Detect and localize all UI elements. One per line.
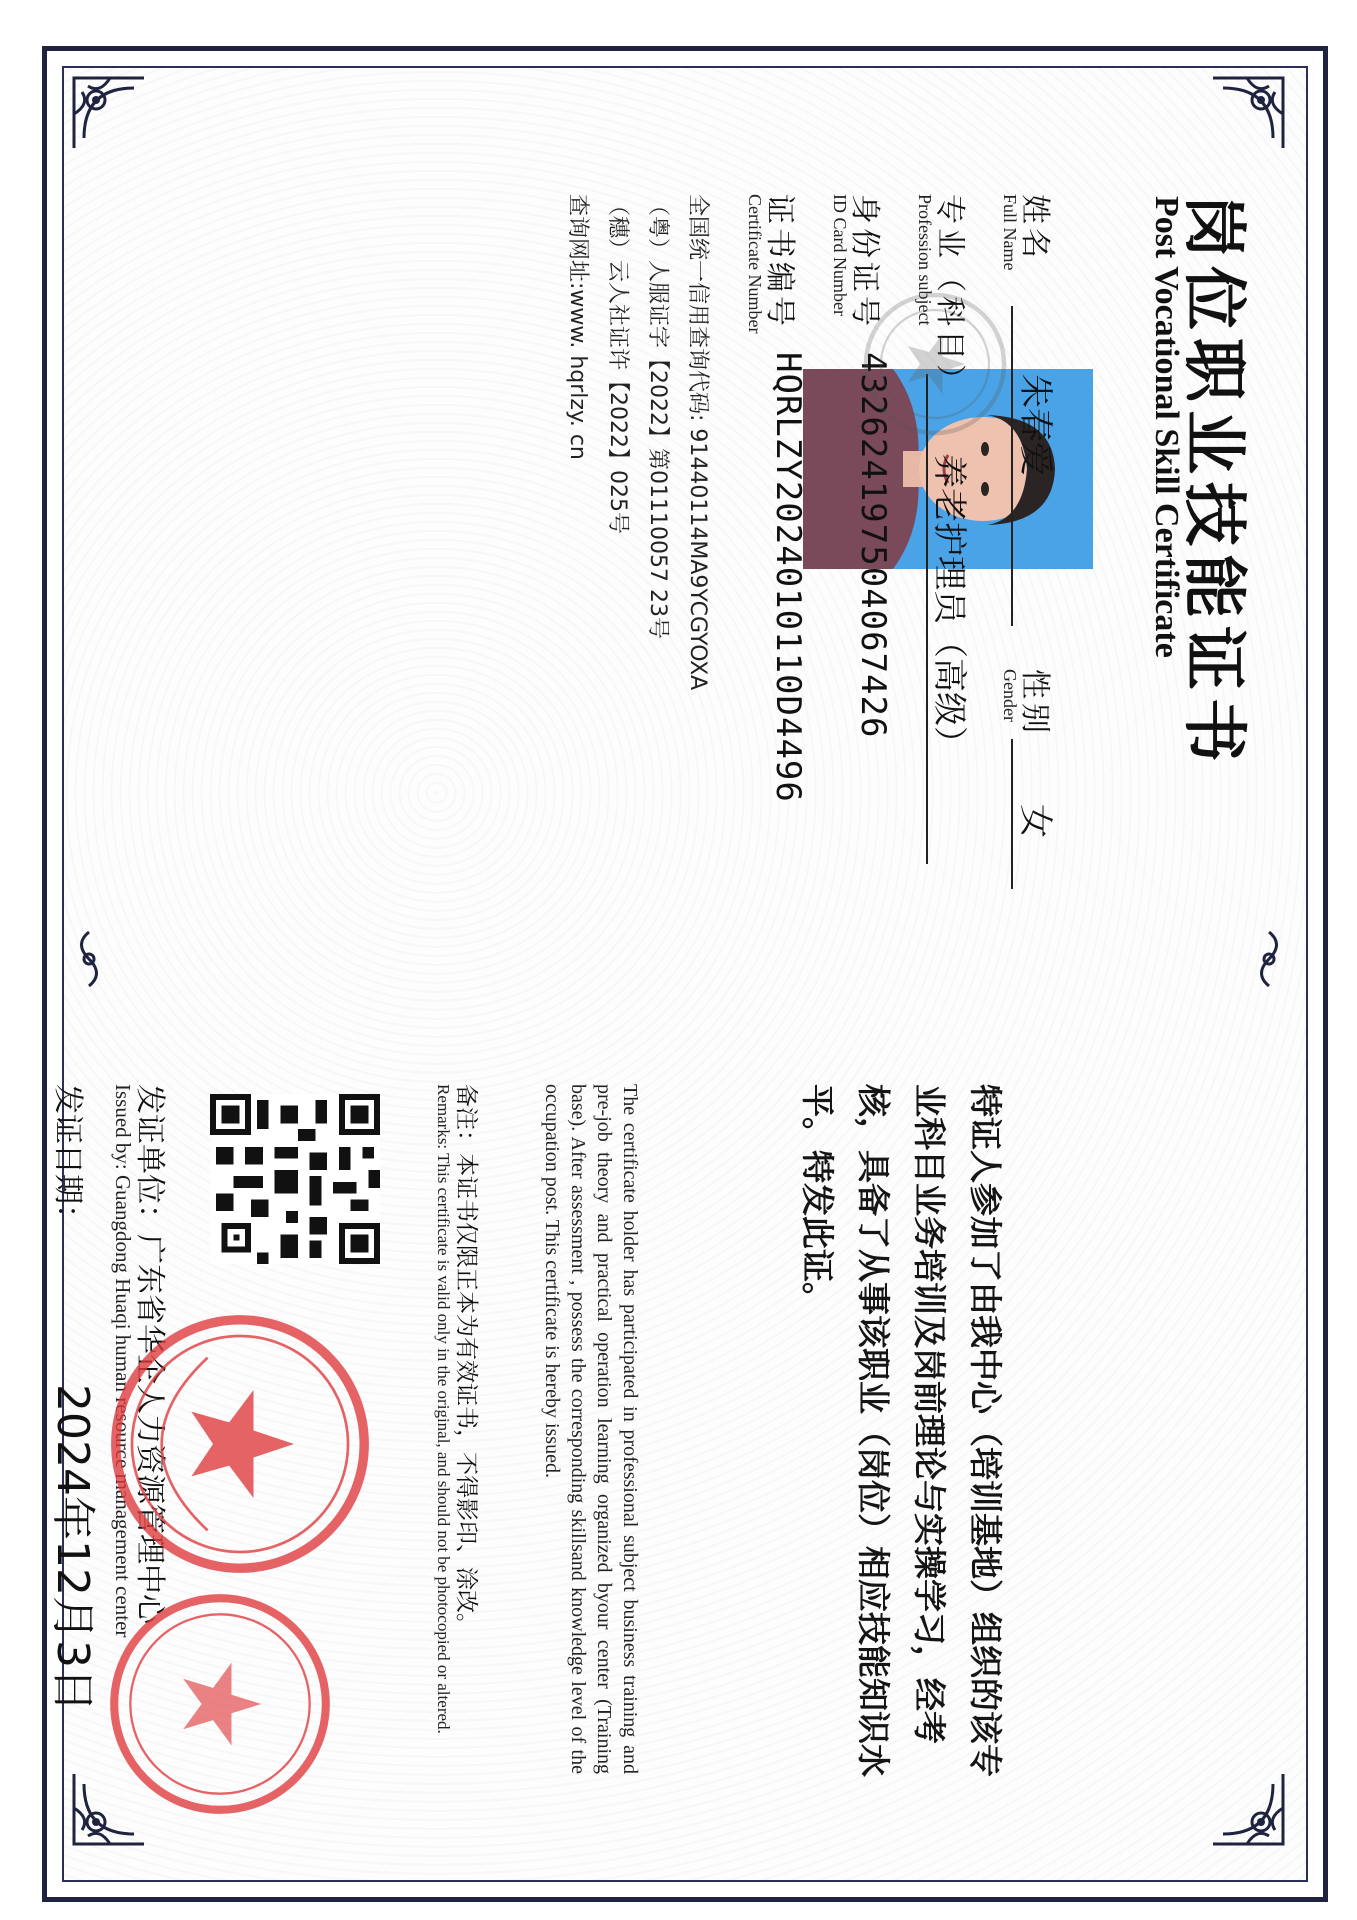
certificate-content	[47, 84, 1275, 1864]
issuer-en: Issued by: Guangdong Huaqi human resource management center	[111, 1084, 135, 1638]
issuer-cn	[131, 1084, 175, 1624]
remarks-en: Remarks: This certificate is valid only in the original, and should not be photocopied or altered.	[434, 1084, 453, 1734]
id-label-en: ID Card Number	[830, 194, 850, 316]
cert-number-label-cn: 证书编号	[762, 194, 797, 330]
issuer-name-cn: 广东省华企人力资源管理中心	[132, 1234, 167, 1624]
credit-code: 全国统一信用查询代码: 91440114MA9YCGYOXA	[685, 194, 710, 691]
statement-en: The certificate holder has participated in professional subject business training and pre-job theory and practical operation learning organized byour center (Training base). After assessment , possess the corresponding skillsand knowledge level of the occupation post. This certificate is hereby issued.	[541, 1084, 641, 1774]
certificate-title-cn: 岗位职业技能证书	[1176, 194, 1250, 770]
holder-gender: 女	[1015, 804, 1055, 838]
name-label-en: Full Name	[1000, 194, 1020, 271]
profession-label-cn: 专业（科目）	[932, 194, 967, 398]
holder-name: 朱春爱	[1015, 374, 1055, 476]
holder-id-number: 432624197504067426	[853, 352, 893, 739]
gender-label-en: Gender	[1000, 669, 1020, 722]
issuer-label-cn: 发证单位：	[132, 1084, 167, 1234]
profession-label-en: Profession subject	[915, 194, 935, 326]
query-website: 查询网址:www. hqrlzy. cn	[565, 194, 590, 460]
license-1: （粤）人服证字【2022】第01110057 23号	[645, 194, 670, 639]
issue-date-label: 发证日期：	[50, 1084, 85, 1234]
id-label-cn: 身份证号	[847, 194, 882, 330]
cert-number-label-en: Certificate Number	[745, 194, 765, 334]
name-label-cn: 姓名	[1017, 194, 1052, 262]
license-2: （穗）云人社证许【2022】025号	[605, 194, 630, 534]
remarks-cn: 备注：本证书仅限正本为有效证书，不得影印、涂改。	[453, 1084, 479, 1636]
statement-cn: 特证人参加了由我中心（培训基地）组织的该专业科目业务培训及岗前理论与实操学习，经考核，具备了从事该职业（岗位）相应技能知识水平。特发此证。	[798, 1084, 1005, 1777]
gender-underline	[1011, 739, 1013, 889]
qr-code-icon	[210, 1094, 380, 1264]
certificate-title-en: Post Vocational Skill Certificate	[1148, 196, 1185, 658]
cert-number: HQRLZY2024010110D4496	[768, 352, 808, 803]
holder-profession: 养老护理员（高级）	[929, 454, 969, 760]
gender-label-cn: 性别	[1017, 669, 1052, 737]
name-underline	[1011, 306, 1013, 626]
issue-date-value: 2024年12月3日	[47, 1384, 98, 1712]
